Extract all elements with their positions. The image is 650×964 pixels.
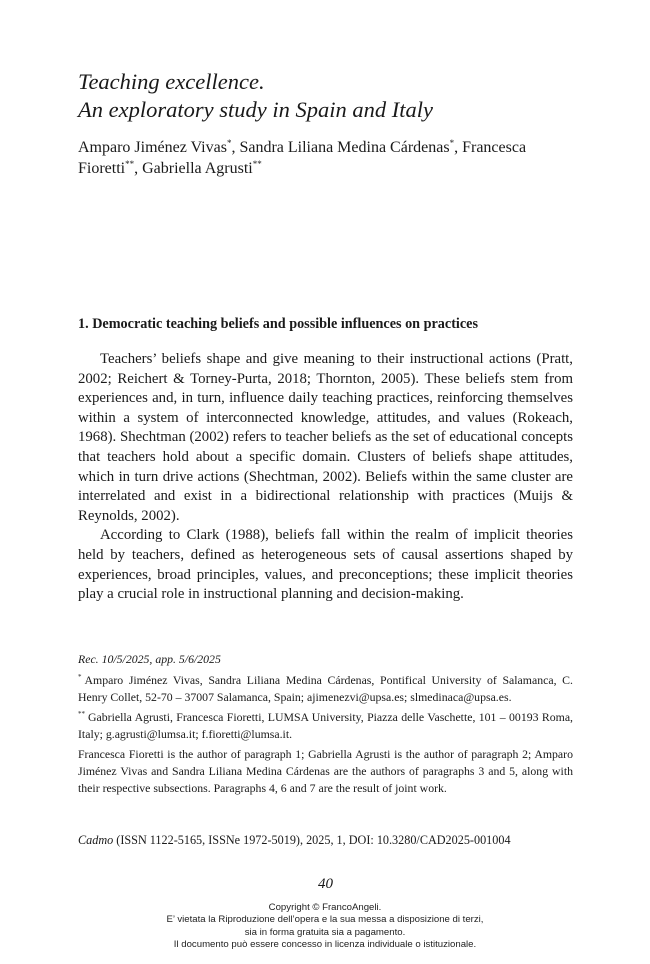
- author-2: Sandra Liliana Medina Cárdenas: [239, 139, 450, 156]
- author-4-affiliation-mark: **: [252, 159, 262, 169]
- authorship-note: [78, 746, 573, 796]
- author-1-affiliation-mark: *: [226, 138, 232, 148]
- copyright-line-4: Il documento può essere concesso in licenza individuale o istituzionale.: [173, 939, 477, 951]
- author-3: Francesca Fioretti: [78, 139, 527, 177]
- footnote-2-mark: **: [78, 710, 85, 719]
- body-paragraph-2: According to Clark (1988), beliefs fall within the realm of implicit theories held by teachers, defined as heterogeneous sets of causal assertions shaped by experiences, broad principles, values, and preconceptions; these implicit theories play a crucial role in instructional planning and decision-making.: [78, 527, 573, 603]
- author-separator: ,: [454, 139, 463, 156]
- author-2-affiliation-mark: *: [449, 138, 455, 148]
- authorship-note-text: Francesca Fioretti is the author of paragraph 1; Gabriella Agrusti is the author of paragraph 2; Amparo Jiménez Vivas and Sandra Liliana Medina Cárdenas are the authors of paragraphs 3 and 5, along with their respective subsections. Paragraphs 4, 6 and 7 are the result of joint work.: [78, 747, 573, 795]
- section-body: [78, 350, 573, 605]
- author-4: Gabriella Agrusti: [142, 160, 253, 177]
- title-line-1: Teaching excellence.: [78, 69, 265, 94]
- copyright-notice: [0, 902, 650, 952]
- article-title: [78, 68, 573, 124]
- title-line-2: An exploratory study in Spain and Italy: [78, 97, 433, 122]
- copyright-line-2: E’ vietata la Riproduzione dell’opera e la sua messa a disposizione di terzi,: [166, 914, 484, 926]
- page-number: 40: [318, 876, 333, 892]
- footnote-2-text: Gabriella Agrusti, Francesca Fioretti, LUMSA University, Piazza delle Vaschette, 101 – 00193 Roma, Italy; g.agrusti@lumsa.it; f.fioretti@lumsa.it.: [78, 710, 573, 741]
- journal-name: Cadmo: [78, 833, 114, 847]
- author-separator: ,: [134, 160, 143, 177]
- body-paragraph-1: Teachers’ beliefs shape and give meaning to their instructional actions (Pratt, 2002; Reichert & Torney-Purta, 2018; Thornton, 2005). These beliefs stem from experiences and, in turn, influence daily teaching practices, reinforcing themselves within a system of interconnected knowledge, attitudes, and values (Rokeach, 1968). Shechtman (2002) refers to teacher beliefs as the set of educational concepts that teachers hold about a specific domain. Clusters of beliefs shape attitudes, which in turn drive actions (Shechtman, 2002). Beliefs within the same cluster are interrelated and exist in a bidirectional relationship with practices (Muijs & Reynolds, 2002).: [78, 351, 573, 524]
- author-list: [78, 137, 573, 179]
- footnote-1-mark: *: [78, 673, 82, 681]
- copyright-line-1: Copyright © FrancoAngeli.: [268, 902, 382, 913]
- journal-citation: [78, 832, 573, 848]
- section-heading: 1. Democratic teaching beliefs and possible influences on practices: [78, 316, 478, 332]
- citation-details: (ISSN 1122-5165, ISSNe 1972-5019), 2025, 1, DOI: 10.3280/CAD2025-001004: [113, 833, 511, 847]
- footnote-2: [78, 709, 573, 742]
- author-1: Amparo Jiménez Vivas: [78, 139, 227, 156]
- author-3-affiliation-mark: **: [125, 159, 135, 169]
- footnote-1-text: Amparo Jiménez Vivas, Sandra Liliana Medina Cárdenas, Pontifical University of Salamanca, C. Henry Collet, 52-70 – 37007 Salamanca, Spain; ajimenezvi@upsa.es; slmedinaca@upsa.es.: [78, 673, 573, 704]
- author-separator: ,: [231, 139, 240, 156]
- footnotes: [78, 672, 573, 800]
- copyright-line-3: sia in forma gratuita sia a pagamento.: [244, 926, 406, 938]
- footnote-1: [78, 672, 573, 705]
- received-approved-dates: Rec. 10/5/2025, app. 5/6/2025: [78, 652, 221, 666]
